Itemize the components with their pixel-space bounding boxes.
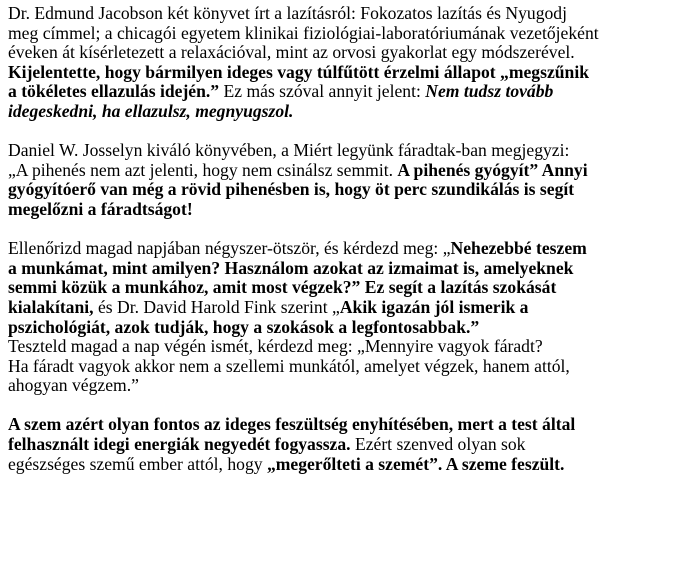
- text-run: Ellenőrizd magad napjában négyszer-ötször, és kérdezd meg: „: [8, 238, 451, 259]
- text-run: és Dr. David Harold Fink szerint „: [93, 296, 340, 317]
- text-run: Ezért szenved olyan sok: [350, 434, 526, 455]
- text-line: [8, 455, 698, 475]
- text-line: [8, 239, 698, 259]
- bold-text-run: pszichológiát, azok tudják, hogy a szokások a legfontosabbak.”: [8, 316, 480, 337]
- bold-text-run: kialakítani,: [8, 296, 94, 317]
- bold-italic-text-run: idegeskedni, ha ellazulsz, megnyugszol.: [8, 100, 294, 121]
- text-line: [8, 161, 698, 181]
- bold-text-run: semmi közük a munkához, amit most végzek?” Ez segít a lazítás szokását: [8, 277, 557, 298]
- text-run: egészséges szemű ember attól, hogy: [8, 453, 267, 474]
- bold-text-run: Kijelentette, hogy bármilyen ideges vagy túlfűtött érzelmi állapot „megszűnik: [8, 61, 589, 82]
- text-line: [8, 357, 698, 377]
- text-run: Ez más szóval annyit jelent:: [219, 81, 426, 102]
- bold-text-run: „megerőlteti a szemét”. A szeme feszült.: [266, 453, 565, 474]
- bold-text-run: A szem azért olyan fontos az ideges feszültség enyhítésében, mert a test által: [8, 414, 576, 435]
- bold-text-run: A pihenés gyógyít” Annyi: [397, 159, 588, 180]
- text-line: [8, 180, 698, 200]
- text-line: [8, 259, 698, 279]
- text-run: ahogyan végzem.”: [8, 375, 139, 396]
- text-run: Dr. Edmund Jacobson két könyvet írt a lazításról: Fokozatos lazítás és Nyugodj: [8, 3, 567, 23]
- text-run: „A pihenés nem azt jelenti, hogy nem csinálsz semmit.: [8, 159, 398, 180]
- text-line: [8, 24, 698, 44]
- bold-text-run: Nehezebbé teszem: [450, 238, 587, 259]
- text-line: [8, 318, 698, 338]
- text-line: [8, 435, 698, 455]
- bold-text-run: felhasznált idegi energiák negyedét fogyassza.: [8, 434, 351, 455]
- text-line: [8, 200, 698, 220]
- paragraph-ellenorizd: [8, 239, 698, 337]
- text-line: [8, 82, 698, 102]
- text-line: [8, 415, 698, 435]
- document-body: [8, 4, 698, 494]
- paragraph-szem: [8, 415, 698, 474]
- text-run: Daniel W. Josselyn kiváló könyvében, a Miért legyünk fáradtak-ban megjegyzi:: [8, 140, 570, 161]
- text-line: [8, 141, 698, 161]
- text-run: meg címmel; a chicagói egyetem klinikai fiziológiai-laboratóriumának vezetőjeként: [8, 22, 599, 43]
- paragraph-josselyn: [8, 141, 698, 219]
- text-line: [8, 43, 698, 63]
- text-line: [8, 298, 698, 318]
- text-line: [8, 337, 698, 357]
- bold-text-run: megelőzni a fáradtságot!: [8, 198, 193, 219]
- text-run: Teszteld magad a nap végén ismét, kérdezd meg: „Mennyire vagyok fáradt?: [8, 336, 543, 357]
- bold-text-run: Akik igazán jól ismerik a: [339, 296, 529, 317]
- text-line: [8, 278, 698, 298]
- text-line: [8, 376, 698, 396]
- bold-italic-text-run: Nem tudsz tovább: [425, 81, 554, 102]
- bold-text-run: gyógyítóerő van még a rövid pihenésben is, hogy öt perc szundikálás is segít: [8, 179, 575, 200]
- bold-text-run: a tökéletes ellazulás idején.”: [8, 81, 220, 102]
- text-run: Ha fáradt vagyok akkor nem a szellemi munkától, amelyet végzek, hanem attól,: [8, 355, 570, 376]
- text-line: [8, 63, 698, 83]
- paragraph-teszteld: [8, 337, 698, 396]
- text-run: éveken át kísérletezett a relaxációval, mint az orvosi gyakorlat egy módszerével.: [8, 42, 575, 63]
- bold-text-run: a munkámat, mint amilyen? Használom azokat az izmaimat is, amelyeknek: [8, 257, 574, 278]
- text-line: [8, 4, 698, 24]
- text-line: [8, 102, 698, 122]
- paragraph-jacobson: [8, 4, 698, 122]
